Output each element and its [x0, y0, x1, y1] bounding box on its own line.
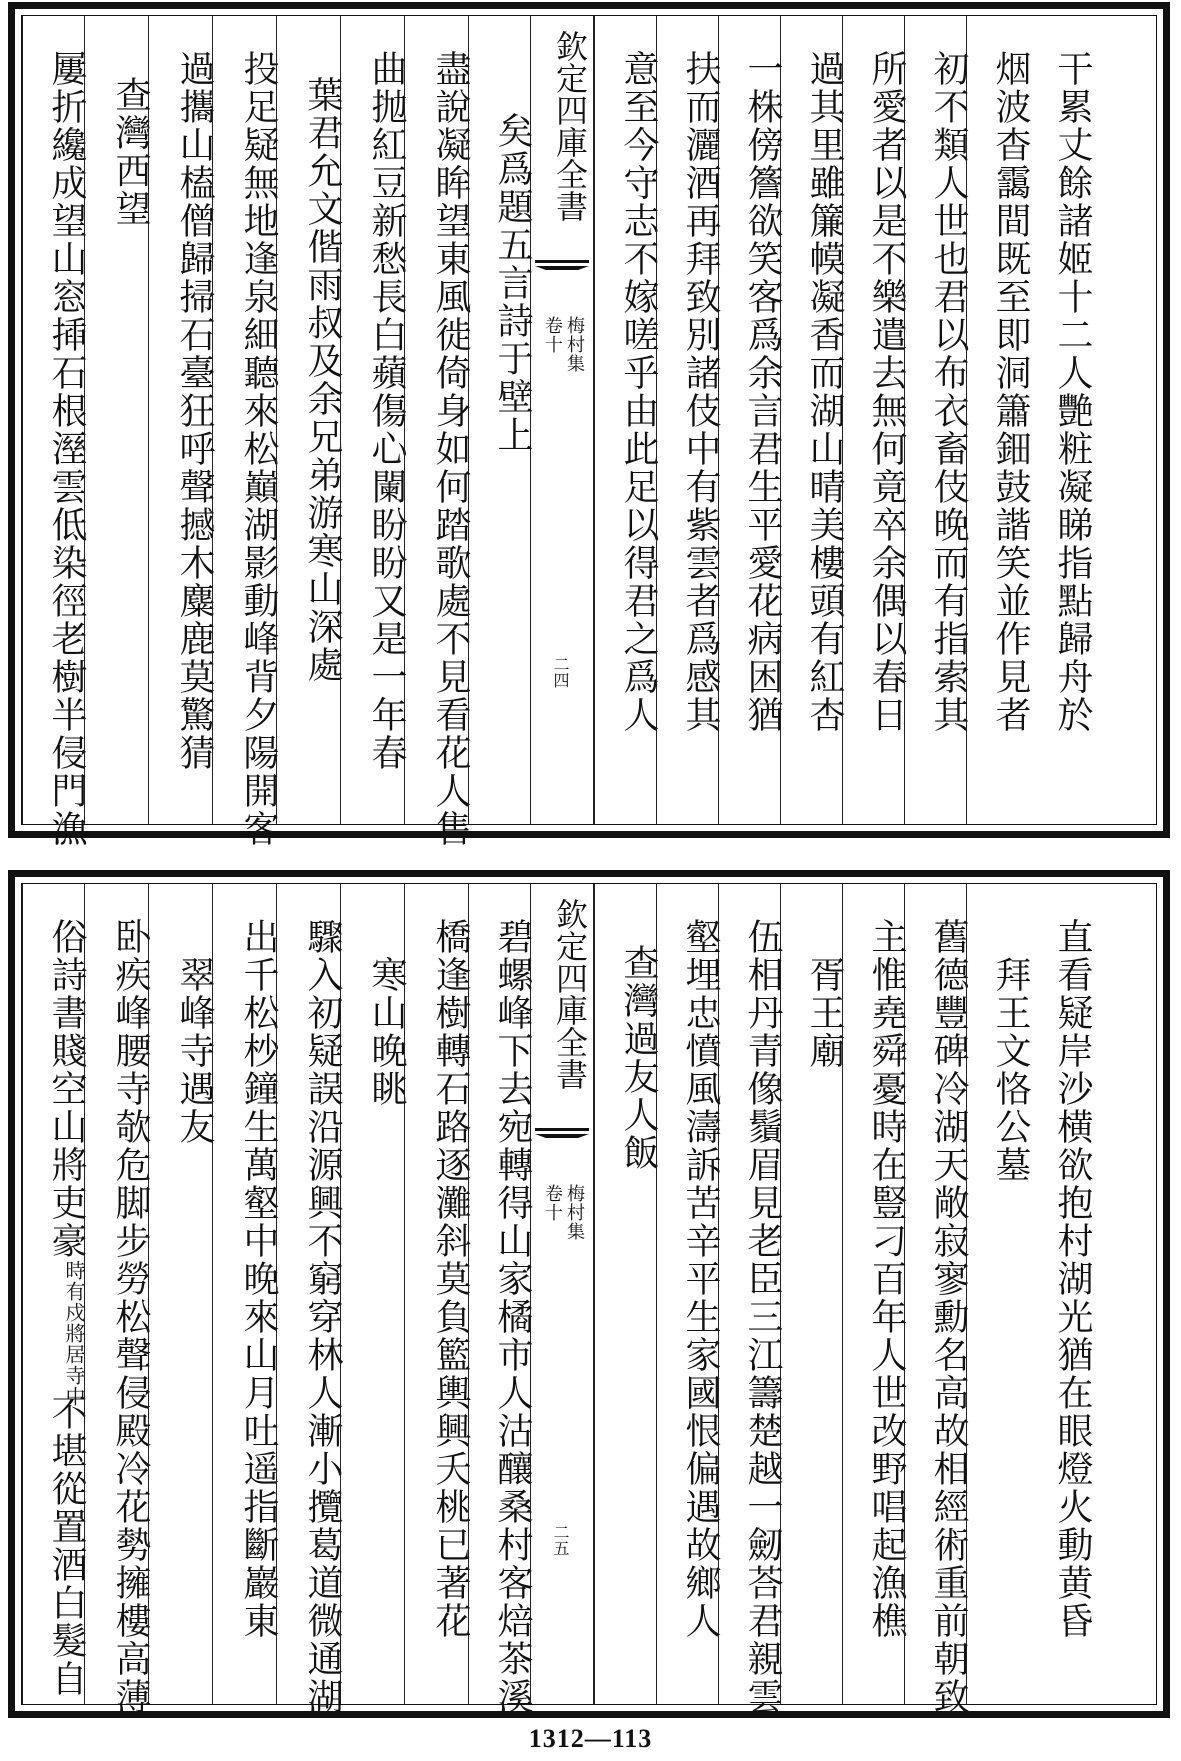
poem-title: 查灣過友人飯 [618, 944, 659, 1172]
column-text: 扶而灑酒再拜致別諸伎中有紫雲者爲感其 [680, 50, 721, 734]
text-column [656, 884, 721, 1704]
column-text: 舊德豐碑冷湖天敞寂寥勳名高故相經術重前朝致 [928, 918, 969, 1716]
column-text: 矣爲題五言詩于壁上 [492, 112, 533, 454]
column-text: 碧螺峰下去宛轉得山家橘市人沽釀桑村客焙茶溪 [492, 918, 533, 1716]
bottom-page [8, 870, 1170, 1718]
book-name: 梅村集 [564, 1184, 585, 1241]
top-page-frame [21, 15, 1157, 848]
poem-title: 葉君允文偕雨叔及余兄弟游寒山深處 [302, 76, 343, 684]
text-column [966, 16, 1031, 824]
column-text: 投足疑無地逢泉細聽來松巔湖影動峰背夕陽開客 [238, 50, 279, 848]
column-text: 屢折纔成望山窓揷石根溼雲低染徑老樹半侵門漁 [46, 50, 87, 848]
column-text: 直看疑岸沙横欲抱村湖光猶在眼燈火動黄昏 [1052, 918, 1093, 1640]
poem-title: 查灣西望 [110, 76, 151, 228]
text-column [842, 884, 907, 1704]
top-page [8, 2, 1170, 848]
text-column [1028, 16, 1158, 824]
text-column [594, 16, 659, 824]
column-text: 主惟堯舜憂時在豎刁百年人世改野唱起漁樵 [866, 918, 907, 1640]
text-column [594, 884, 659, 1704]
inline-annotation: 時有戍將居寺中 [62, 1260, 86, 1407]
column-text: 盡說凝眸望東風徙倚身如何踏歌處不見看花人售 [430, 50, 471, 848]
column-text: 一株傍簷欲笑客爲余言君生平愛花病困猶 [742, 50, 783, 734]
column-text: 過其里雖簾幙凝香而湖山晴美樓頭有紅杏 [804, 50, 845, 734]
text-column [1028, 884, 1158, 1704]
text-column [340, 16, 407, 824]
center-fold [530, 16, 594, 824]
text-column [404, 16, 471, 848]
book-name: 梅村集 [564, 316, 585, 373]
poem-title: 拜王文恪公墓 [990, 956, 1031, 1184]
text-column [656, 16, 721, 824]
column-text: 意至今守志不嫁嗟乎由此足以得君之爲人 [618, 50, 659, 734]
text-column [780, 884, 845, 1704]
text-column [718, 16, 783, 824]
collection-title: 欽定四庫全書 [551, 898, 589, 1090]
volume-label: 卷十 [542, 316, 563, 354]
column-text: 所愛者以是不樂遣去無何竟卒余偶以春日 [866, 50, 907, 734]
text-column [904, 16, 969, 824]
text-column [22, 16, 87, 848]
text-column [966, 884, 1031, 1704]
bottom-page-frame [21, 883, 1157, 1716]
column-text-tail: 不堪從置酒白髮自 [46, 1394, 87, 1698]
text-column [842, 16, 907, 824]
column-text: 初不類人世也君以布衣畜伎晚而有指索其 [928, 50, 969, 734]
volume-label: 卷十 [542, 1184, 563, 1222]
text-column [148, 16, 215, 824]
folio-number: 二五 [551, 1524, 570, 1556]
text-column [468, 16, 533, 824]
fishtail-mark-icon [535, 260, 589, 281]
text-column [22, 884, 87, 1704]
poem-title: 胥王廟 [804, 956, 845, 1070]
text-column [340, 884, 407, 1704]
page-footer-number: 1312—113 [528, 1724, 653, 1753]
text-column [84, 884, 151, 1716]
poem-title: 寒山晚眺 [366, 956, 407, 1108]
center-fold [530, 884, 594, 1704]
text-column [276, 16, 343, 824]
column-text: 橋逢樹轉石路逐灘斜莫負籃輿興夭桃已著花 [430, 918, 471, 1640]
collection-title: 欽定四庫全書 [551, 30, 589, 222]
text-column [904, 884, 969, 1716]
column-text-head: 俗詩書賤空山將吏豪 [46, 918, 87, 1260]
folio-number: 二四 [551, 656, 570, 688]
text-column [212, 16, 279, 848]
column-text: 壑埋忠憤風濤訴苦辛平生家國恨偏遇故鄉人 [680, 918, 721, 1640]
fishtail-mark-icon [535, 1128, 589, 1149]
column-text: 干累丈餘諸姬十二人艷粧凝睇指點歸舟於 [1052, 50, 1093, 734]
text-column [148, 884, 215, 1704]
text-column [780, 16, 845, 824]
column-text: 曲抛紅豆新愁長白蘋傷心闌盼盼又是一年春 [366, 50, 407, 772]
text-column [468, 884, 533, 1716]
text-column [404, 884, 471, 1704]
text-column [212, 884, 279, 1704]
text-column [718, 884, 783, 1716]
column-text: 過攜山榼僧歸掃石臺狂呼聲撼木麋鹿莫驚猜 [174, 50, 215, 772]
text-column [276, 884, 343, 1716]
poem-title: 翠峰寺遇友 [174, 956, 215, 1146]
column-text: 伍相丹青像鬚眉見老臣三江籌楚越一劒荅君親雲 [742, 918, 783, 1716]
column-text: 卧疾峰腰寺欹危脚步勞松聲侵殿冷花勢擁樓高薄 [110, 918, 151, 1716]
column-text: 烟波杳靄間既至即洞簫鈿鼓諧笑並作見者 [990, 50, 1031, 734]
text-column [84, 16, 151, 824]
column-text: 驟入初疑誤沿源興不窮穿林人漸小攬葛道微通湖 [302, 918, 343, 1716]
column-text [23, 918, 87, 1698]
column-text: 出千松杪鐘生萬壑中晚來山月吐遥指斷巖東 [238, 918, 279, 1640]
